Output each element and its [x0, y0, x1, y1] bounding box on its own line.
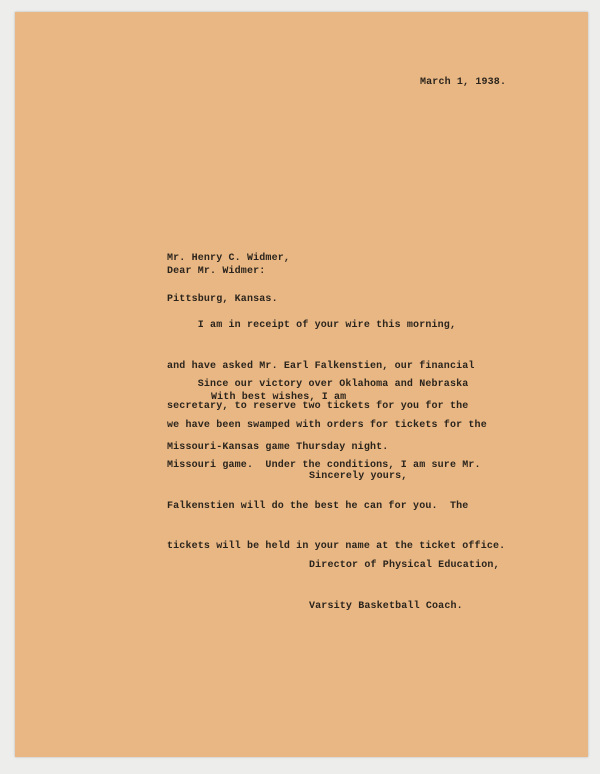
closing-wishes: With best wishes, I am — [211, 392, 347, 403]
paragraph-line: Falkenstien will do the best he can for you. The — [167, 500, 469, 512]
recipient-city: Pittsburg, Kansas. — [167, 293, 278, 305]
paragraph-line: Since our victory over Oklahoma and Nebraska — [167, 379, 469, 390]
letter-date: March 1, 1938. — [420, 77, 507, 88]
signature-title-line: Director of Physical Education, — [309, 560, 500, 571]
paragraph-line: secretary, to reserve two tickets for you for the — [167, 401, 469, 412]
paragraph-line: Missouri game. Under the conditions, I am sure Mr. — [167, 460, 481, 471]
paragraph-line: I am in receipt of your wire this morning, — [167, 320, 457, 331]
paragraph-line: and have asked Mr. Earl Falkenstien, our financial — [167, 360, 475, 372]
paragraph-line: we have been swamped with orders for tickets for the — [167, 419, 487, 431]
signature-block — [309, 532, 500, 640]
paragraph-line: tickets will be held in your name at the ticket office. — [167, 541, 506, 552]
complimentary-close: Sincerely yours, — [309, 471, 408, 482]
letter-sheet — [15, 12, 588, 757]
signature-title-line: Varsity Basketball Coach. — [309, 600, 463, 612]
paragraph-line: Missouri-Kansas game Thursday night. — [167, 441, 389, 453]
recipient-name: Mr. Henry C. Widmer, — [167, 253, 291, 264]
salutation: Dear Mr. Widmer: — [167, 266, 266, 277]
